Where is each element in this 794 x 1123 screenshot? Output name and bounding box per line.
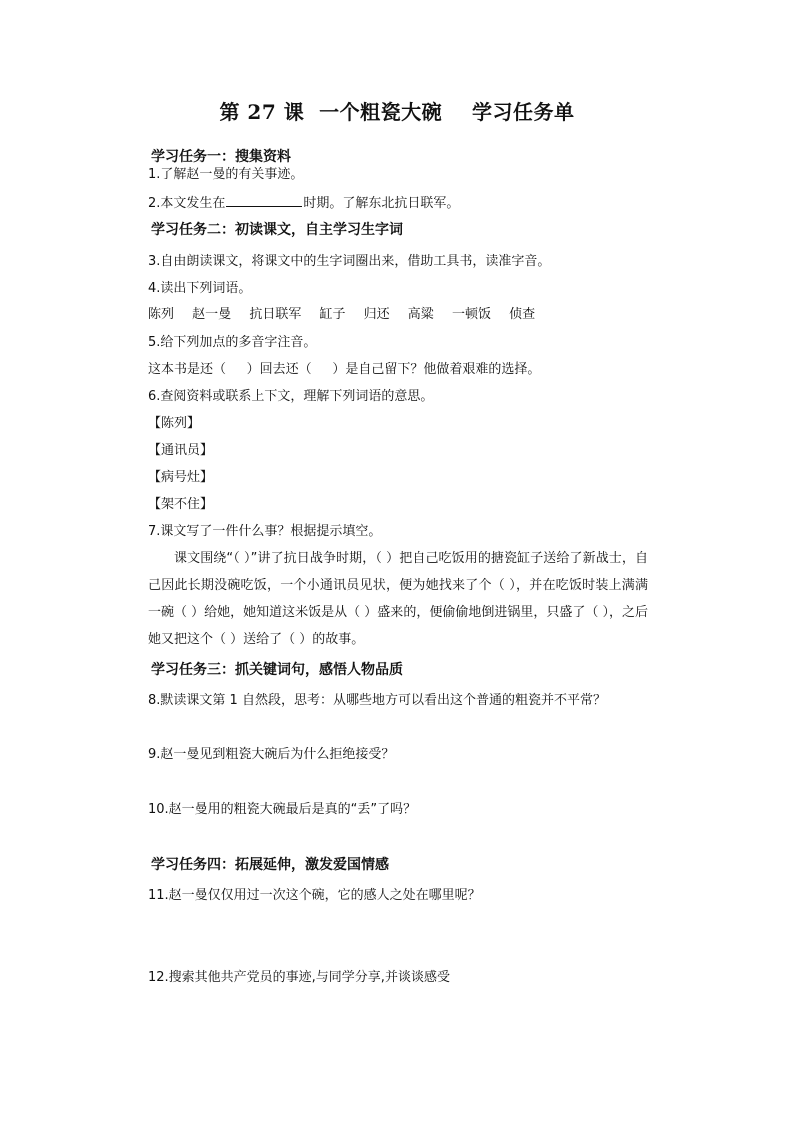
word-item: 侦查 — [509, 307, 536, 322]
term-jiabuzhu: 【架不住】 — [148, 497, 214, 512]
task3-heading: 学习任务三：抓关键词句，感悟人物品质 — [151, 662, 403, 678]
word-item: 抗日联军 — [249, 307, 302, 322]
question-5-sentence: 这本书是还（ ）回去还（ ）是自己留下？他做着艰难的选择。 — [148, 362, 541, 377]
question-12: 12.搜索其他共产党员的事迹,与同学分享,并谈谈感受 — [148, 970, 450, 985]
page-title: 第 27 课 一个粗瓷大碗 学习任务单 — [219, 100, 575, 124]
task2-heading: 学习任务二：初读课文，自主学习生字词 — [151, 222, 403, 238]
question-8: 8.默读课文第 1 自然段，思考：从哪些地方可以看出这个普通的粗瓷并不平常？ — [148, 693, 606, 708]
task4-heading: 学习任务四：拓展延伸，激发爱国情感 — [151, 857, 389, 873]
term-tongxunyuan: 【通讯员】 — [148, 443, 214, 458]
question-2-pre: 2.本文发生在 — [148, 196, 226, 211]
question-9: 9.赵一曼见到粗瓷大碗后为什么拒绝接受？ — [148, 747, 395, 762]
word-item: 赵一曼 — [192, 307, 232, 322]
question-2 — [148, 194, 459, 213]
question-11: 11.赵一曼仅仅用过一次这个碗，它的感人之处在哪里呢？ — [148, 888, 481, 903]
term-chenlie: 【陈列】 — [148, 416, 201, 431]
answer-blank[interactable] — [226, 194, 302, 207]
question-7: 7.课文写了一件什么事？根据提示填空。 — [148, 524, 382, 539]
question-2-post: 时期。了解东北抗日联军。 — [303, 196, 460, 211]
question-10: 10.赵一曼用的粗瓷大碗最后是真的“丢”了吗？ — [148, 802, 417, 817]
question-4: 4.读出下列词语。 — [148, 281, 252, 296]
word-item: 归还 — [363, 307, 390, 322]
question-6: 6.查阅资料或联系上下文，理解下列词语的意思。 — [148, 389, 434, 404]
word-item: 陈列 — [148, 307, 175, 322]
question-5: 5.给下列加点的多音字注音。 — [148, 335, 317, 350]
word-list — [148, 306, 549, 324]
question-7-paragraph: 课文围绕“（ ）”讲了抗日战争时期，（ ）把自己吃饭用的搪瓷缸子送给了新战士，自己因此长期没碗吃饭，一个小通讯员见状，便为她找来了个（ ），并在吃饭时装上满满一碗（ ）给她，她知道这米饭是从（ ）盛来的，便偷偷地倒进锅里，只盛了（ ），之后她又把这个（ ）送给了（ ）的故事。 — [148, 551, 648, 647]
word-item: 一顿饭 — [451, 307, 491, 322]
question-3: 3.自由朗读课文，将课文中的生字词圈出来，借助工具书，读准字音。 — [148, 254, 551, 269]
term-binghaozao: 【病号灶】 — [148, 470, 214, 485]
question-1: 1.了解赵一曼的有关事迹。 — [148, 167, 304, 182]
word-item: 高粱 — [407, 307, 434, 322]
word-item: 缸子 — [319, 307, 346, 322]
task1-heading: 学习任务一：搜集资料 — [151, 149, 291, 165]
